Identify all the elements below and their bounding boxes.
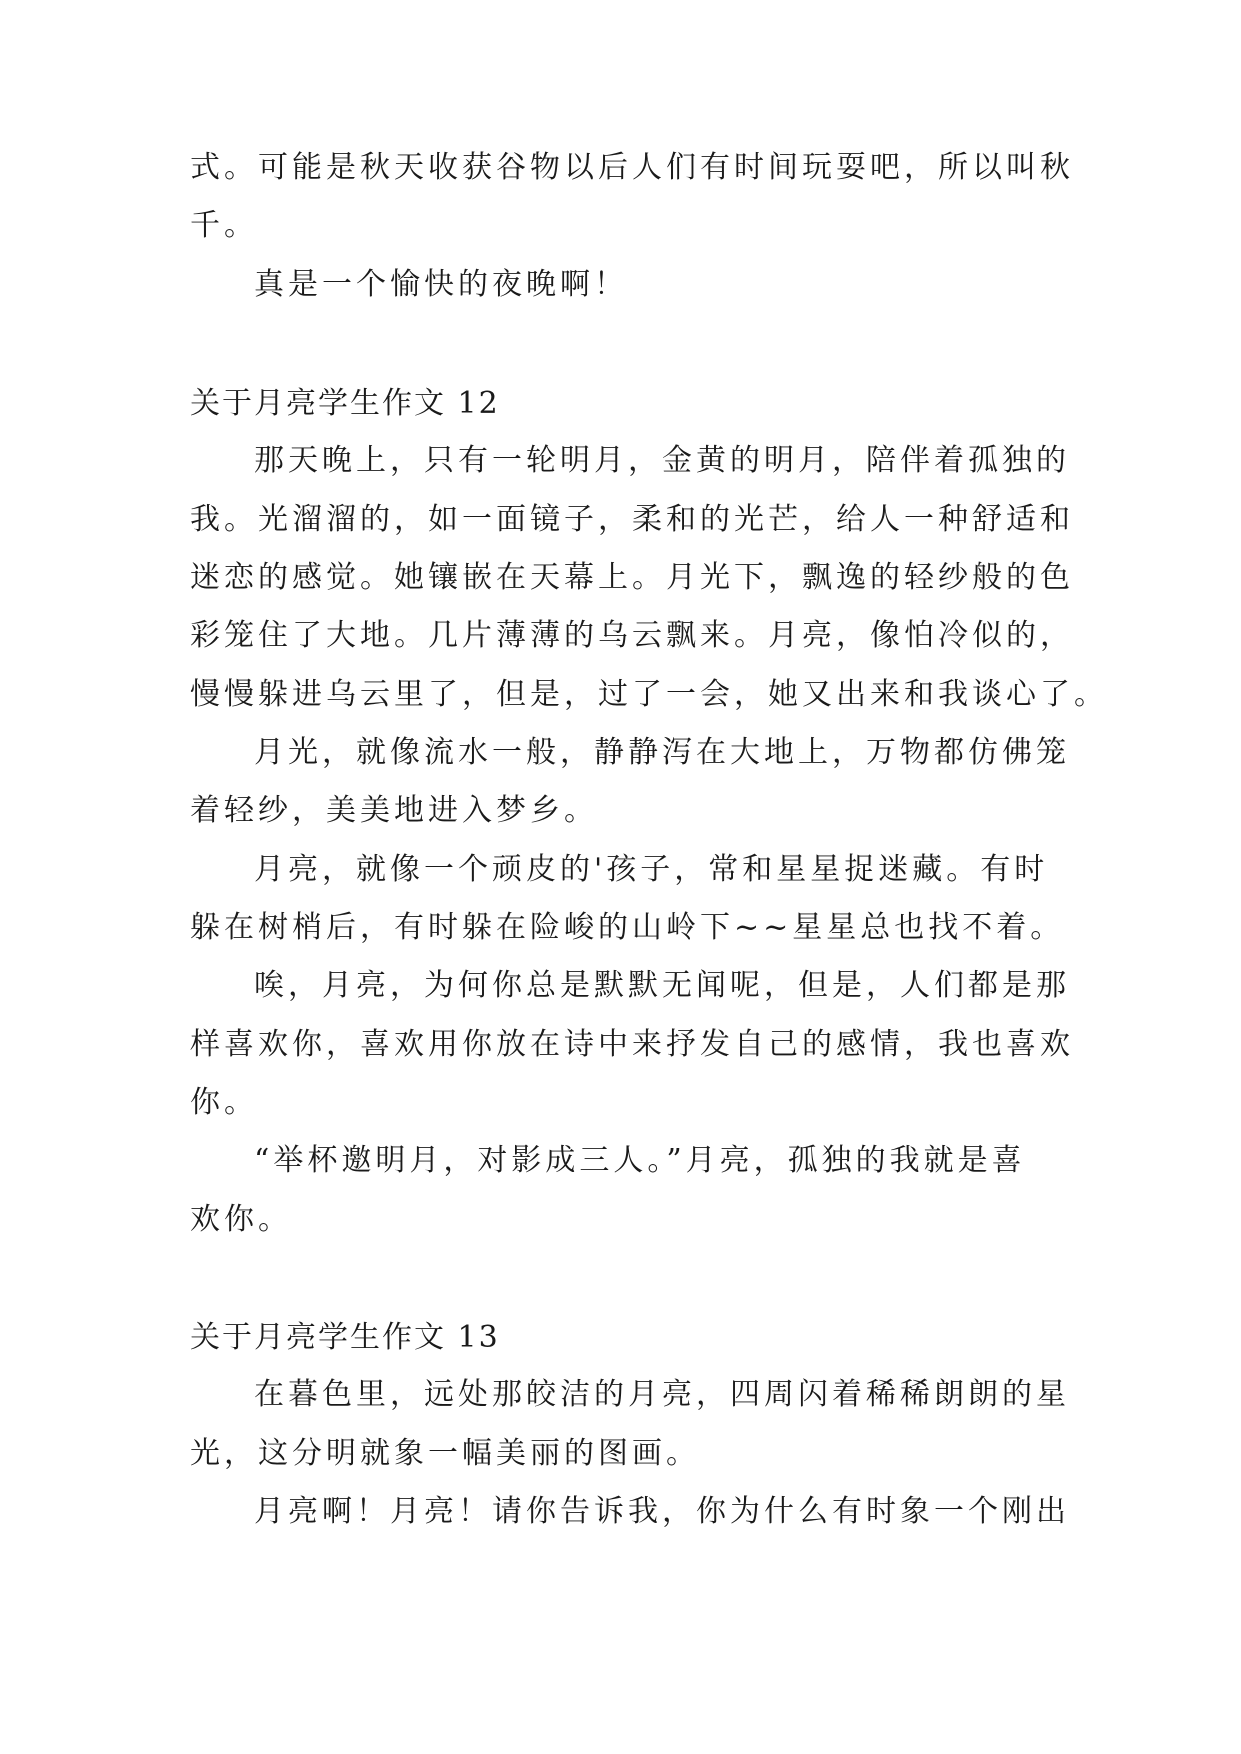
section-heading: 关于月亮学生作文 12 bbox=[190, 386, 500, 421]
text-line: 躲在树梢后，有时躲在险峻的山岭下~~星星总也找不着。 bbox=[190, 910, 1065, 945]
text-line: 千。 bbox=[190, 208, 258, 243]
text-line: 真是一个愉快的夜晚啊！ bbox=[254, 267, 628, 302]
text-line: 我。光溜溜的，如一面镜子，柔和的光芒，给人一种舒适和 bbox=[190, 502, 1074, 537]
paragraph-first-line: 月光，就像流水一般，静静泻在大地上，万物都仿佛笼 bbox=[254, 735, 1070, 770]
section-heading: 关于月亮学生作文 13 bbox=[190, 1320, 500, 1355]
paragraph-first-line: 那天晚上，只有一轮明月，金黄的明月，陪伴着孤独的 bbox=[254, 443, 1070, 478]
text-line: 慢慢躲进乌云里了，但是，过了一会，她又出来和我谈心了。 bbox=[190, 677, 1108, 712]
text-line: 样喜欢你，喜欢用你放在诗中来抒发自己的感情，我也喜欢 bbox=[190, 1027, 1074, 1062]
text-line: 式。可能是秋天收获谷物以后人们有时间玩耍吧，所以叫秋 bbox=[190, 150, 1074, 185]
paragraph-first-line: 在暮色里，远处那皎洁的月亮，四周闪着稀稀朗朗的星 bbox=[254, 1377, 1070, 1412]
paragraph-first-line: 月亮啊！月亮！请你告诉我，你为什么有时象一个刚出 bbox=[254, 1494, 1070, 1529]
text-line: 欢你。 bbox=[190, 1202, 292, 1237]
text-line: 你。 bbox=[190, 1085, 258, 1120]
paragraph-first-line: 月亮，就像一个顽皮的'孩子，常和星星捉迷藏。有时 bbox=[254, 852, 1049, 887]
paragraph-first-line: 唉，月亮，为何你总是默默无闻呢，但是，人们都是那 bbox=[254, 968, 1070, 1003]
text-line: 光，这分明就象一幅美丽的图画。 bbox=[190, 1436, 700, 1471]
text-line: 彩笼住了大地。几片薄薄的乌云飘来。月亮，像怕冷似的， bbox=[190, 618, 1074, 653]
paragraph-first-line: “举杯邀明月，对影成三人。”月亮，孤独的我就是喜 bbox=[254, 1143, 1026, 1178]
text-line: 迷恋的感觉。她镶嵌在天幕上。月光下，飘逸的轻纱般的色 bbox=[190, 560, 1074, 595]
text-line: 着轻纱，美美地进入梦乡。 bbox=[190, 793, 598, 828]
